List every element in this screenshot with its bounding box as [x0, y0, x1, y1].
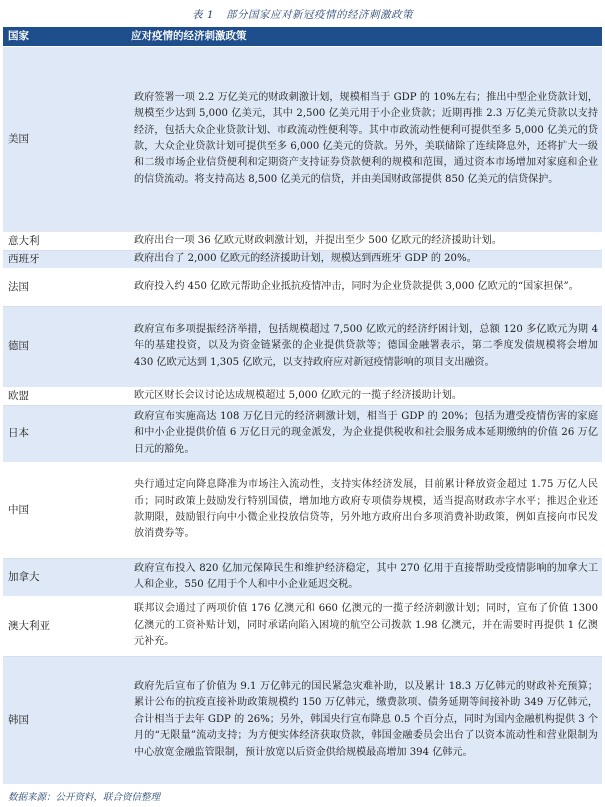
policy-cell: 政府宣布投入 820 亿加元保障民生和维护经济稳定，其中 270 亿用于直接帮助受疫情影响的加拿大工人和企业，550 亿用于个人和中小企业延迟交税。 — [126, 558, 602, 596]
country-cell: 韩国 — [3, 656, 126, 784]
table-row — [3, 656, 602, 784]
header-policy: 应对疫情的经济刺激政策 — [126, 27, 602, 46]
caption-number: 表 1 — [191, 8, 215, 21]
table-row — [3, 306, 602, 387]
policy-cell: 央行通过定向降息降准为市场注入流动性，支持实体经济发展，目前累计释放资金超过 1.75 万亿人民币；同时政策上鼓励发行特别国债，增加地方政府专项债券规模，适当提高财政赤字水平；推迟企业还款期限，鼓励银行向中小微企业投放信贷等，另外地方政府出台多项消费补助政策，例如直接向市民发放消费券等。 — [126, 462, 602, 558]
header-country: 国家 — [3, 27, 126, 46]
table-row — [3, 558, 602, 596]
policy-cell: 政府出台了 2,000 亿欧元的经济援助计划，规模达到西班牙 GDP 的 20%。 — [126, 250, 602, 268]
table-header-row — [3, 27, 602, 46]
policy-cell: 政府宣布多项提振经济举措，包括规模超过 7,500 亿欧元的经济纾困计划，总额 120 多亿欧元为期 4 年的基建投资，以及为资金链紧张的企业提供贷款等；德国金融署表示，第二季度发债规模将会增加 430 亿欧元达到 1,305 亿欧元，以支持政府应对新冠疫情影响的项目支出融资。 — [126, 306, 602, 387]
country-cell: 澳大利亚 — [3, 596, 126, 656]
table-row — [3, 232, 602, 250]
table-row — [3, 596, 602, 656]
table-caption — [0, 0, 605, 28]
table-row — [3, 46, 602, 232]
policy-cell: 政府先后宣布了价值为 9.1 万亿韩元的国民紧急灾难补助，以及累计 18.3 万亿韩元的财政补充预算；累计公布的抗疫直接补助政策规模约 150 万亿韩元，缴费款项、债务延期等间接补助 349 万亿韩元，合计相当于去年 GDP 的 26%；另外，韩国央行宣布降息 0.5 个百分点，同时为国内金融机构提供 3 个月的“无限量”流动支持；为方便实体经济获取贷款，韩国金融委员会出台了以资本流动性和营业限制为中心放宽金融监管限制，预计放宽以后资金供给规模最高增加 394 亿韩元。 — [126, 656, 602, 784]
policy-cell: 政府投入约 450 亿欧元帮助企业抵抗疫情冲击，同时为企业贷款提供 3,000 亿欧元的“国家担保”。 — [126, 268, 602, 306]
policy-cell: 政府出台一项 36 亿欧元财政刺激计划，并提出至少 500 亿欧元的经济援助计划。 — [126, 232, 602, 250]
country-cell: 加拿大 — [3, 558, 126, 596]
policy-table — [3, 27, 602, 785]
policy-cell: 欧元区财长会议讨论达成规模超过 5,000 亿欧元的一揽子经济援助计划。 — [126, 387, 602, 405]
table-row — [3, 387, 602, 405]
policy-cell: 政府签署一项 2.2 万亿美元的财政刺激计划，规模相当于 GDP 的 10%左右；推出中型企业贷款计划，规模至少达到 5,000 亿美元，其中 2,500 亿美元用于小企业贷款；近期再推 2.3 万亿美元贷款以支持经济，包括大众企业贷款计划、市政流动性便利等。其中市政流动性便利可提供至多 5,000 亿美元的贷款，大众企业贷款计划可提供至多 6,000 亿美元的贷款。另外，美联储除了连续降息外，还将扩大一级和二级市场企业信贷便利和定期资产支持证券贷款便利的规模和范围，通过资本市场增加对家庭和企业的信贷流动。将支持高达 8,500 亿美元的信贷，并由美国财政部提供 850 亿美元的信贷保护。 — [126, 46, 602, 232]
policy-cell: 联邦议会通过了两项价值 176 亿澳元和 660 亿澳元的一揽子经济刺激计划；同时，宣布了价值 1300 亿澳元的工资补贴计划，同时承诺向陷入困境的航空公司拨款 1.98 亿澳元，并在需要时再提供 1 亿澳元补充。 — [126, 596, 602, 656]
policy-cell: 政府宣布实施高达 108 万亿日元的经济刺激计划，相当于 GDP 的 20%；包括为遭受疫情伤害的家庭和中小企业提供价值 6 万亿日元的现金派发，为企业提供税收和社会服务成本延期缴纳的价值 26 万亿日元的豁免。 — [126, 405, 602, 462]
country-cell: 法国 — [3, 268, 126, 306]
table-row — [3, 405, 602, 462]
country-cell: 欧盟 — [3, 387, 126, 405]
country-cell: 日本 — [3, 405, 126, 462]
caption-title: 部分国家应对新冠疫情的经济刺激政策 — [226, 8, 414, 21]
data-source-note: 数据来源：公开资料，联合资信整理 — [8, 792, 161, 803]
table-row — [3, 462, 602, 558]
country-cell: 德国 — [3, 306, 126, 387]
country-cell: 中国 — [3, 462, 126, 558]
table-row — [3, 268, 602, 306]
country-cell: 意大利 — [3, 232, 126, 250]
table-row — [3, 250, 602, 268]
country-cell: 西班牙 — [3, 250, 126, 268]
country-cell: 美国 — [3, 46, 126, 232]
